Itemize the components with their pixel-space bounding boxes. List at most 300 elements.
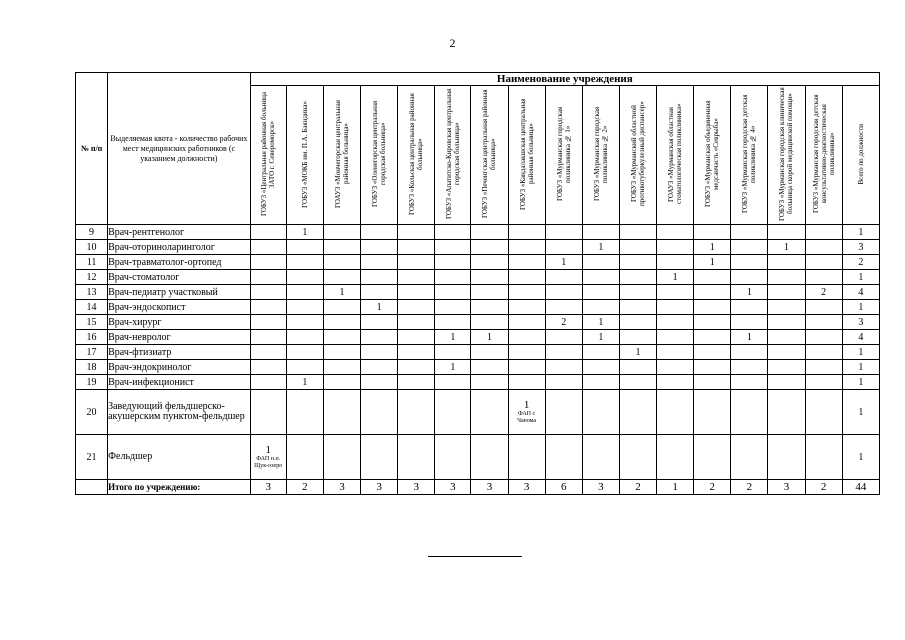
quota-cell: [435, 390, 471, 435]
quota-cell: [768, 390, 805, 435]
quota-cell: [731, 390, 768, 435]
quota-cell: [361, 255, 398, 270]
quota-cell: [694, 225, 731, 240]
row-total: 4: [842, 285, 879, 300]
position-name: Врач-стоматолог: [108, 270, 251, 285]
row-number: 19: [76, 375, 108, 390]
quota-cell: [619, 285, 656, 300]
institution-header: [582, 86, 619, 225]
table-row: [76, 315, 880, 330]
institution-total: 2: [694, 480, 731, 495]
quota-cell: 2: [545, 315, 582, 330]
quota-cell: [805, 270, 842, 285]
quota-cell: [250, 435, 286, 480]
institution-name: ГОБУЗ «Кольская центральная районная больница»: [408, 93, 425, 215]
quota-cell: [694, 345, 731, 360]
quota-cell: [694, 360, 731, 375]
quota-cell: [471, 315, 508, 330]
quota-cell: [731, 360, 768, 375]
row-total: 1: [842, 375, 879, 390]
quota-cell: [545, 270, 582, 285]
institution-name: ГОБУЗ «Кандалакшская центральная районная больница»: [518, 98, 535, 210]
quota-cell: [768, 270, 805, 285]
position-name: Врач-эндоскопист: [108, 300, 251, 315]
quota-cell: [323, 390, 360, 435]
row-number: [76, 480, 108, 495]
quota-cell: [545, 330, 582, 345]
quota-cell: [545, 300, 582, 315]
quota-cell: [657, 225, 694, 240]
quota-cell: [323, 270, 360, 285]
quota-cell: [805, 390, 842, 435]
quota-cell: [286, 330, 323, 345]
quota-cell: [619, 375, 656, 390]
institution-total: 3: [435, 480, 471, 495]
quota-cell: [508, 285, 545, 300]
quota-cell: [545, 345, 582, 360]
position-name: Врач-хирург: [108, 315, 251, 330]
quota-cell: 1: [545, 255, 582, 270]
position-name: Врач-инфекционист: [108, 375, 251, 390]
quota-cell: [582, 345, 619, 360]
quota-cell: [361, 330, 398, 345]
quota-cell: [286, 360, 323, 375]
quota-cell: [508, 240, 545, 255]
quota-cell: [471, 345, 508, 360]
quota-cell: [323, 330, 360, 345]
quota-cell: [582, 390, 619, 435]
institution-total: 2: [619, 480, 656, 495]
quota-cell: [361, 375, 398, 390]
quota-cell: [471, 285, 508, 300]
institution-total: 3: [250, 480, 286, 495]
row-total: 1: [842, 345, 879, 360]
quota-value: 1: [523, 398, 530, 411]
quota-cell: [398, 375, 435, 390]
row-number: 17: [76, 345, 108, 360]
quota-cell: [805, 240, 842, 255]
quota-cell: 1: [731, 285, 768, 300]
quota-cell: [582, 300, 619, 315]
institution-name: ГОАУЗ «Мурманская областная стоматологическая поликлиника»: [667, 103, 684, 205]
quota-cell: [250, 240, 286, 255]
institution-total: 3: [361, 480, 398, 495]
quota-cell: [582, 360, 619, 375]
quota-cell: [286, 300, 323, 315]
quota-cell: [768, 255, 805, 270]
page-number: 2: [449, 36, 456, 50]
quota-cell: [398, 240, 435, 255]
row-number: 11: [76, 255, 108, 270]
institution-header: [545, 86, 582, 225]
quota-cell: [361, 270, 398, 285]
institution-header: [805, 86, 842, 225]
table-row: [76, 300, 880, 315]
quota-cell: [805, 360, 842, 375]
institution-name: ГОБУЗ «Апатитско-Кировская центральная городская больница»: [444, 88, 461, 220]
quota-cell: [731, 435, 768, 480]
institution-total: 3: [508, 480, 545, 495]
row-number: 12: [76, 270, 108, 285]
quota-cell: [435, 375, 471, 390]
quota-cell: [582, 255, 619, 270]
quota-cell: 2: [805, 285, 842, 300]
quota-value: 1: [265, 443, 271, 456]
row-number: 16: [76, 330, 108, 345]
quota-cell: [471, 255, 508, 270]
quota-cell: [657, 375, 694, 390]
table-row: [76, 345, 880, 360]
quota-cell: 1: [768, 240, 805, 255]
quota-cell: [398, 330, 435, 345]
quota-cell: 1: [286, 225, 323, 240]
quota-note: ФАП н.п. Щук-озеро: [254, 455, 283, 469]
table-row: [76, 360, 880, 375]
quota-cell: [361, 345, 398, 360]
quota-cell: [582, 270, 619, 285]
quota-cell: [398, 225, 435, 240]
row-number: 15: [76, 315, 108, 330]
quota-cell: [250, 330, 286, 345]
quota-cell: [398, 435, 435, 480]
quota-cell: [250, 225, 286, 240]
col-number-header: № п/п: [76, 73, 108, 225]
quota-cell: [286, 285, 323, 300]
row-number: 14: [76, 300, 108, 315]
table-row: [76, 240, 880, 255]
quota-cell: [768, 360, 805, 375]
quota-cell: [286, 435, 323, 480]
quota-cell: [508, 375, 545, 390]
quota-cell: [508, 345, 545, 360]
institution-header: [471, 86, 508, 225]
quota-cell: [508, 315, 545, 330]
quota-cell: [768, 375, 805, 390]
quota-cell: [323, 345, 360, 360]
quota-cell: [657, 330, 694, 345]
row-total: 1: [842, 300, 879, 315]
quota-cell: [361, 285, 398, 300]
quota-cell: [508, 360, 545, 375]
quota-cell: 1: [435, 360, 471, 375]
row-total: 1: [842, 360, 879, 375]
position-name: Врач-рентгенолог: [108, 225, 251, 240]
institution-totals-row: [76, 480, 880, 495]
quota-cell: [694, 270, 731, 285]
quota-cell: [619, 315, 656, 330]
row-number: 10: [76, 240, 108, 255]
quota-cell: [361, 240, 398, 255]
quota-cell: [657, 435, 694, 480]
position-name: Врач-педиатр участковый: [108, 285, 251, 300]
quota-cell: [694, 330, 731, 345]
table-row: [76, 270, 880, 285]
quota-cell: [323, 315, 360, 330]
institution-header: [731, 86, 768, 225]
quota-cell: [768, 345, 805, 360]
institution-name: ГОБУЗ «Мурманская городская детская поликлиника № 4»: [741, 94, 758, 214]
quota-cell: [250, 285, 286, 300]
quota-cell: [582, 435, 619, 480]
row-total: 1: [842, 225, 879, 240]
row-number: 18: [76, 360, 108, 375]
quota-cell: [435, 435, 471, 480]
quota-cell: [435, 300, 471, 315]
quota-cell: [323, 300, 360, 315]
quota-cell: 1: [619, 345, 656, 360]
quota-cell: [435, 285, 471, 300]
table-row: [76, 255, 880, 270]
quota-cell: [657, 300, 694, 315]
position-name: Заведующий фельдшерско-акушерским пунктом-фельдшер: [108, 390, 251, 435]
quota-cell: [508, 225, 545, 240]
quota-cell: [471, 270, 508, 285]
footer-divider: [428, 556, 522, 557]
quota-cell: [545, 360, 582, 375]
quota-cell: [657, 315, 694, 330]
quota-cell: [250, 300, 286, 315]
quota-cell: [694, 390, 731, 435]
quota-cell: [361, 225, 398, 240]
quota-cell: [657, 345, 694, 360]
quota-cell: [657, 285, 694, 300]
quota-cell: [508, 300, 545, 315]
institution-header: [286, 86, 323, 225]
quota-note: ФАП с Чапома: [517, 410, 537, 424]
row-number: 9: [76, 225, 108, 240]
quota-cell: [805, 255, 842, 270]
quota-cell: [619, 255, 656, 270]
quota-cell: 1: [323, 285, 360, 300]
quota-cell: [805, 225, 842, 240]
quota-cell: [619, 240, 656, 255]
quota-cell: [694, 300, 731, 315]
quota-cell: [398, 255, 435, 270]
quota-cell: 1: [286, 375, 323, 390]
quota-cell: [545, 225, 582, 240]
position-name: Врач-фтизиатр: [108, 345, 251, 360]
row-total: 1: [842, 270, 879, 285]
quota-cell: [694, 285, 731, 300]
quota-cell: 1: [582, 315, 619, 330]
quota-cell: [508, 330, 545, 345]
institution-name: ГОБУЗ «Мурманская городская детская консультативно-диагностическая поликлиника»: [811, 94, 836, 214]
row-total: 3: [842, 240, 879, 255]
quota-cell: [471, 240, 508, 255]
institution-total: 3: [582, 480, 619, 495]
quota-cell: [805, 435, 842, 480]
quota-cell: [619, 330, 656, 345]
institution-name: ГОБУЗ «МОКБ им. П.А. Баяндина»: [300, 100, 309, 208]
institution-header: [657, 86, 694, 225]
position-name: Врач-невролог: [108, 330, 251, 345]
quota-cell: [471, 435, 508, 480]
quota-cell: [731, 240, 768, 255]
institution-header: [619, 86, 656, 225]
quota-cell: [731, 225, 768, 240]
quota-cell: [545, 390, 582, 435]
quota-cell: 1: [731, 330, 768, 345]
quota-cell: [508, 270, 545, 285]
row-total: 2: [842, 255, 879, 270]
quota-cell: [619, 225, 656, 240]
quota-cell: 1: [582, 330, 619, 345]
institution-name: ГОБУЗ «Центральная районная больница ЗАТО г. Североморск»: [260, 92, 277, 216]
institution-header: [361, 86, 398, 225]
institutions-header: Наименование учреждения: [250, 73, 879, 86]
institution-name: ГОАУЗ «Мончегорская центральная районная больница»: [333, 100, 350, 208]
institution-header: [508, 86, 545, 225]
quota-cell: [286, 315, 323, 330]
quota-cell: [768, 225, 805, 240]
institution-name: ГОБУЗ «Мурманская объединенная медсанчасть «Севрыба»: [704, 100, 721, 208]
quota-cell: [694, 435, 731, 480]
quota-cell: [323, 360, 360, 375]
quota-cell: [545, 240, 582, 255]
quota-cell: [250, 360, 286, 375]
total-by-position-header: [842, 86, 879, 225]
row-number: 20: [76, 390, 108, 435]
quota-cell: [323, 225, 360, 240]
institution-total: 2: [805, 480, 842, 495]
quota-cell: [250, 255, 286, 270]
col-quota-header: Выделяемая квота - количество рабочих мест медицинских работников (с указанием должности): [108, 73, 251, 225]
quota-cell: [471, 375, 508, 390]
quota-cell: [435, 270, 471, 285]
quota-cell: [731, 315, 768, 330]
institution-total: 3: [471, 480, 508, 495]
table-row: [76, 390, 880, 435]
quota-cell: [619, 300, 656, 315]
quota-cell: [471, 360, 508, 375]
quota-cell: [582, 285, 619, 300]
quota-cell: [361, 360, 398, 375]
institution-name: ГОБУЗ «Печенгская центральная районная больница»: [481, 89, 498, 219]
position-name: Врач-оториноларинголог: [108, 240, 251, 255]
quota-cell: [435, 315, 471, 330]
quota-cell: [731, 270, 768, 285]
grand-total: 44: [842, 480, 879, 495]
quota-cell: [619, 360, 656, 375]
quota-cell: [805, 315, 842, 330]
quota-cell: [805, 300, 842, 315]
table-row: [76, 435, 880, 480]
row-total: 1: [842, 435, 879, 480]
position-name: Врач-травматолог-ортопед: [108, 255, 251, 270]
quota-cell: [286, 270, 323, 285]
table-row: [76, 225, 880, 240]
quota-cell: [471, 390, 508, 435]
institution-name: ГОБУЗ «Мурманская городская клиническая больница скорой медицинской помощи»: [778, 87, 795, 221]
quota-cell: [768, 330, 805, 345]
table-row: [76, 375, 880, 390]
institution-total: 2: [731, 480, 768, 495]
quota-cell: 1: [435, 330, 471, 345]
quota-cell: [250, 270, 286, 285]
quota-cell: [768, 435, 805, 480]
row-total: 3: [842, 315, 879, 330]
position-name: Фельдшер: [108, 435, 251, 480]
quota-cell: [545, 285, 582, 300]
quota-cell: [582, 225, 619, 240]
quota-cell: 1: [582, 240, 619, 255]
quota-cell: 1: [694, 255, 731, 270]
quota-cell: [435, 225, 471, 240]
quota-cell: [250, 315, 286, 330]
quota-table: [75, 72, 880, 495]
row-total: 1: [842, 390, 879, 435]
institution-header: [398, 86, 435, 225]
position-name: Врач-эндокринолог: [108, 360, 251, 375]
quota-cell: [731, 345, 768, 360]
quota-cell: [768, 300, 805, 315]
institution-header: [768, 86, 805, 225]
quota-cell: [657, 255, 694, 270]
quota-cell: [250, 345, 286, 360]
quota-cell: [398, 345, 435, 360]
quota-cell: [398, 390, 435, 435]
quota-cell: [768, 285, 805, 300]
quota-cell: 1: [694, 240, 731, 255]
quota-cell: [361, 315, 398, 330]
quota-cell: [435, 255, 471, 270]
institution-total: 3: [768, 480, 805, 495]
institution-name: ГОБУЗ «Мурманский областной противотуберкулезный диспансер»: [629, 101, 646, 207]
quota-cell: [323, 255, 360, 270]
quota-cell: [657, 360, 694, 375]
quota-cell: [619, 270, 656, 285]
quota-cell: 1: [657, 270, 694, 285]
quota-cell: [398, 360, 435, 375]
institution-total: 6: [545, 480, 582, 495]
total-header-label: Всего по должности: [856, 123, 865, 185]
quota-cell: [619, 435, 656, 480]
quota-cell: [435, 345, 471, 360]
quota-cell: [398, 315, 435, 330]
quota-cell: [694, 375, 731, 390]
institution-total: 1: [657, 480, 694, 495]
quota-cell: [323, 375, 360, 390]
table-row: [76, 285, 880, 300]
institution-name: ГОБУЗ «Мурманская городская поликлиника № 2»: [592, 106, 609, 202]
quota-cell: [323, 435, 360, 480]
quota-cell: [805, 375, 842, 390]
quota-cell: 1: [361, 300, 398, 315]
quota-cell: [508, 255, 545, 270]
quota-cell: [471, 225, 508, 240]
quota-cell: [250, 390, 286, 435]
quota-cell: [471, 300, 508, 315]
institution-total: 2: [286, 480, 323, 495]
quota-cell: [398, 270, 435, 285]
institution-total: 3: [398, 480, 435, 495]
institution-name: ГОБУЗ «Мурманская городская поликлиника № 1»: [555, 106, 572, 202]
row-total: 4: [842, 330, 879, 345]
institution-header: [250, 86, 286, 225]
quota-cell: [435, 240, 471, 255]
quota-cell: [805, 345, 842, 360]
quota-cell: [286, 240, 323, 255]
row-number: 21: [76, 435, 108, 480]
quota-cell: [508, 390, 545, 435]
quota-cell: 1: [471, 330, 508, 345]
quota-cell: [619, 390, 656, 435]
quota-cell: [768, 315, 805, 330]
quota-cell: [731, 255, 768, 270]
quota-cell: [545, 375, 582, 390]
quota-cell: [286, 255, 323, 270]
quota-cell: [694, 315, 731, 330]
